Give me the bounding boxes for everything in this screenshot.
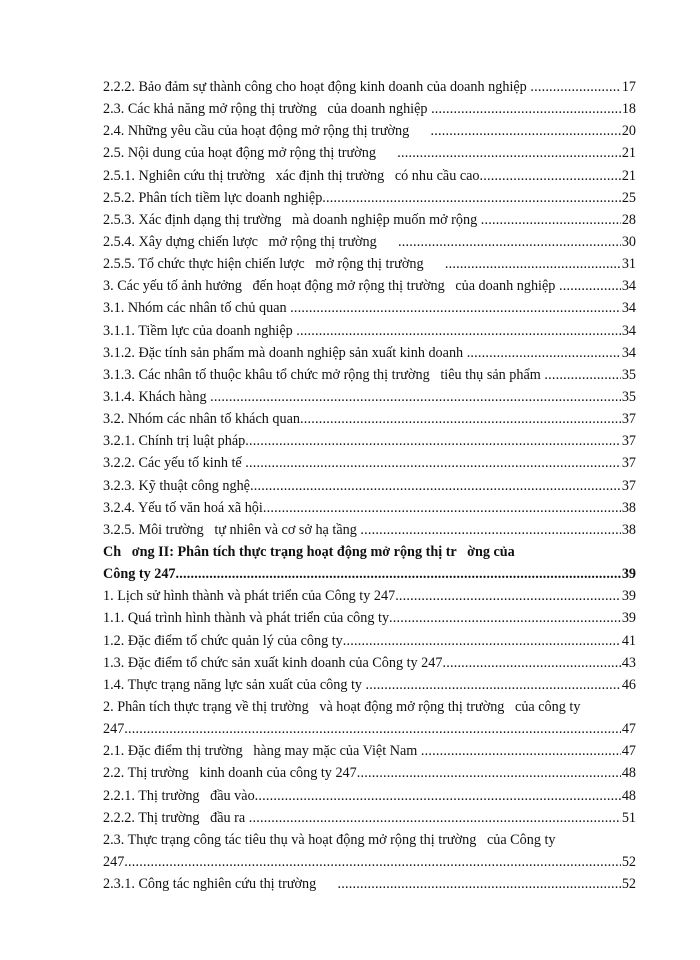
toc-entry-title: 1.1. Quá trình hình thành và phát triển của công ty (103, 610, 390, 627)
toc-leader (249, 807, 621, 829)
toc-entry (103, 630, 636, 652)
chapter-heading-end (103, 563, 636, 585)
toc-entry-wrapped (103, 829, 636, 851)
toc-leader (210, 386, 621, 408)
toc-leader (296, 320, 621, 342)
toc-entry-title: 3.2.5. Môi trường tự nhiên và cơ sở hạ tầng (103, 521, 361, 538)
toc-leader (176, 563, 621, 585)
toc-entry-title: 3.1.3. Các nhân tố thuộc khâu tổ chức mở rộng thị trường tiêu thụ sản phẩm (103, 366, 545, 383)
toc-entry-page: 37 (621, 433, 636, 450)
toc-entry (103, 475, 636, 497)
toc-leader (245, 430, 621, 452)
toc-entry-page: 38 (621, 499, 636, 516)
toc-entry (103, 785, 636, 807)
toc-leader (389, 607, 621, 629)
toc-entry-title: 1.4. Thực trạng năng lực sản xuất của công ty (103, 676, 366, 693)
toc-entry-title: 3.2.3. Kỹ thuật công nghệ (103, 477, 250, 494)
toc-entry-title: 3.2.4. Yếu tố văn hoá xã hội (103, 499, 263, 516)
toc-entry (103, 386, 636, 408)
chapter-title-line1: Ch ơng II: Phân tích thực trạng hoạt động mở rộng thị tr ờng của (103, 543, 515, 560)
toc-entry-page: 52 (621, 876, 636, 893)
toc-entry-wrapped-end (103, 851, 636, 873)
toc-entry-title: 2.4. Những yêu cầu của hoạt động mở rộng thị trường (103, 123, 431, 140)
toc-entry-title: 2.2.1. Thị trường đầu vào (103, 787, 255, 804)
toc-entry-page: 37 (621, 477, 636, 494)
toc-leader (480, 165, 621, 187)
toc-entry-title: 3.2.1. Chính trị luật pháp (103, 433, 246, 450)
toc-entry-title: 3.1.4. Khách hàng (103, 388, 211, 405)
toc-entry-title: 2.3. Thực trạng công tác tiêu thụ và hoạt động mở rộng thị trường của Công ty (103, 831, 556, 848)
toc-entry-page: 37 (621, 455, 636, 472)
toc-entry-page: 28 (621, 211, 636, 228)
toc-entry-page: 20 (621, 123, 636, 140)
toc-entry (103, 142, 636, 164)
toc-entry (103, 76, 636, 98)
toc-leader (360, 519, 620, 541)
toc-entry-page: 25 (621, 189, 636, 206)
toc-leader (445, 253, 621, 275)
toc-entry (103, 98, 636, 120)
toc-entry (103, 275, 636, 297)
toc-entry (103, 342, 636, 364)
toc-entry-page: 47 (621, 721, 636, 738)
toc-leader (300, 408, 621, 430)
toc-entry (103, 297, 636, 319)
toc-entry (103, 320, 636, 342)
toc-leader (398, 231, 621, 253)
toc-leader (124, 718, 621, 740)
toc-entry-page: 39 (621, 588, 636, 605)
toc-entry-title-cont: 247 (103, 853, 125, 870)
toc-entry (103, 120, 636, 142)
toc-entry-page: 38 (621, 521, 636, 538)
toc-entry (103, 519, 636, 541)
toc-entry-page: 17 (621, 79, 636, 95)
toc-entry-page: 30 (621, 233, 636, 250)
toc-entry-title: 1. Lịch sử hình thành và phát triển của Công ty 247 (103, 588, 396, 605)
toc-entry-title: 3.2.2. Các yếu tố kinh tế (103, 455, 246, 472)
toc-entry-page: 34 (621, 278, 636, 295)
toc-entry-page: 34 (621, 344, 636, 361)
toc-entry-page: 34 (621, 322, 636, 339)
toc-leader (322, 187, 621, 209)
toc-leader (530, 76, 620, 98)
toc-entry-wrapped-end (103, 718, 636, 740)
toc-entry-title: 2.5.4. Xây dựng chiến lược mở rộng thị trường (103, 233, 399, 250)
toc-leader (250, 475, 621, 497)
toc-entry-title: 2.2.2. Bảo đảm sự thành công cho hoạt động kinh doanh của doanh nghiệp (103, 79, 531, 95)
toc-entry-title: 2.3. Các khả năng mở rộng thị trường của doanh nghiệp (103, 101, 432, 118)
toc-leader (255, 785, 621, 807)
toc-leader (357, 762, 621, 784)
toc-leader (559, 275, 621, 297)
toc-leader (481, 209, 621, 231)
toc-entry (103, 231, 636, 253)
toc-entry (103, 740, 636, 762)
toc-entry-page: 47 (621, 743, 636, 760)
toc-leader (263, 497, 621, 519)
toc-entry-page: 39 (621, 610, 636, 627)
toc-entry-page: 46 (621, 676, 636, 693)
toc-entry (103, 873, 636, 895)
toc-entry-title: 2.3.1. Công tác nghiên cứu thị trường (103, 876, 338, 893)
toc-entry-title: 2. Phân tích thực trạng về thị trường và hoạt động mở rộng thị trường của công ty (103, 698, 581, 715)
toc-entry (103, 607, 636, 629)
toc-entry (103, 253, 636, 275)
toc-leader (467, 342, 621, 364)
toc-entry-page: 51 (621, 809, 636, 826)
toc-entry-page: 34 (621, 300, 636, 317)
toc-leader (366, 674, 621, 696)
toc-entry-page: 48 (621, 787, 636, 804)
toc-entry (103, 430, 636, 452)
toc-entry (103, 165, 636, 187)
chapter-page: 39 (621, 566, 636, 583)
toc-entry-page: 52 (621, 853, 636, 870)
toc-leader (290, 297, 621, 319)
toc-entry (103, 408, 636, 430)
toc-entry (103, 187, 636, 209)
toc-entry (103, 452, 636, 474)
toc-leader (421, 740, 621, 762)
toc-entry-title: 3.1.2. Đặc tính sản phẩm mà doanh nghiệp sản xuất kinh doanh (103, 344, 467, 361)
chapter-title-line2: Công ty 247 (103, 566, 176, 583)
toc-entry-page: 37 (621, 411, 636, 428)
toc-entry-page: 41 (621, 632, 636, 649)
toc-entry-page: 31 (621, 256, 636, 273)
toc-entry (103, 674, 636, 696)
toc-leader (343, 630, 621, 652)
toc-entry (103, 652, 636, 674)
toc-leader (442, 652, 620, 674)
chapter-heading (103, 541, 636, 563)
toc-entry-title: 3.1. Nhóm các nhân tố chủ quan (103, 300, 291, 317)
toc-entry-title: 2.5.1. Nghiên cứu thị trường xác định thị trường có nhu cầu cao (103, 167, 480, 184)
toc-entry (103, 364, 636, 386)
toc-entry (103, 209, 636, 231)
toc-entry-page: 35 (621, 366, 636, 383)
toc-leader (245, 452, 621, 474)
toc-leader (431, 98, 621, 120)
toc-entry-title: 3. Các yếu tố ảnh hưởng đến hoạt động mở rộng thị trường của doanh nghiệp (103, 278, 559, 295)
toc-entry-title-cont: 247 (103, 721, 125, 738)
toc-entry-page: 35 (621, 388, 636, 405)
toc-entry-page: 21 (621, 145, 636, 162)
toc-entry (103, 807, 636, 829)
toc-entry (103, 497, 636, 519)
toc-entry (103, 762, 636, 784)
toc-entry-title: 3.2. Nhóm các nhân tố khách quan (103, 411, 300, 428)
toc-entry-wrapped (103, 696, 636, 718)
toc-entry-page: 18 (621, 101, 636, 118)
toc-entry-page: 21 (621, 167, 636, 184)
toc-entry-title: 2.2.2. Thị trường đầu ra (103, 809, 249, 826)
toc-entry-page: 43 (621, 654, 636, 671)
toc-leader (397, 142, 621, 164)
toc-entry-title: 2.2. Thị trường kinh doanh của công ty 247 (103, 765, 357, 782)
table-of-contents (103, 76, 636, 895)
toc-entry-title: 2.5.5. Tổ chức thực hiện chiến lược mở rộng thị trường (103, 256, 445, 273)
toc-entry-title: 3.1.1. Tiềm lực của doanh nghiệp (103, 322, 297, 339)
toc-leader (544, 364, 620, 386)
toc-entry-title: 1.3. Đặc điểm tổ chức sản xuất kinh doanh của Công ty 247 (103, 654, 443, 671)
toc-entry (103, 585, 636, 607)
toc-entry-title: 2.5.2. Phân tích tiềm lực doanh nghiệp (103, 189, 323, 206)
toc-entry-title: 2.5.3. Xác định dạng thị trường mà doanh nghiệp muốn mở rộng (103, 211, 481, 228)
toc-leader (395, 585, 621, 607)
toc-entry-title: 2.5. Nội dung của hoạt động mở rộng thị trường (103, 145, 398, 162)
toc-entry-title: 2.1. Đặc điểm thị trường hàng may mặc của Việt Nam (103, 743, 421, 760)
toc-leader (337, 873, 620, 895)
toc-leader (430, 120, 620, 142)
toc-entry-page: 48 (621, 765, 636, 782)
toc-entry-title: 1.2. Đặc điểm tổ chức quản lý của công ty (103, 632, 343, 649)
toc-leader (124, 851, 621, 873)
